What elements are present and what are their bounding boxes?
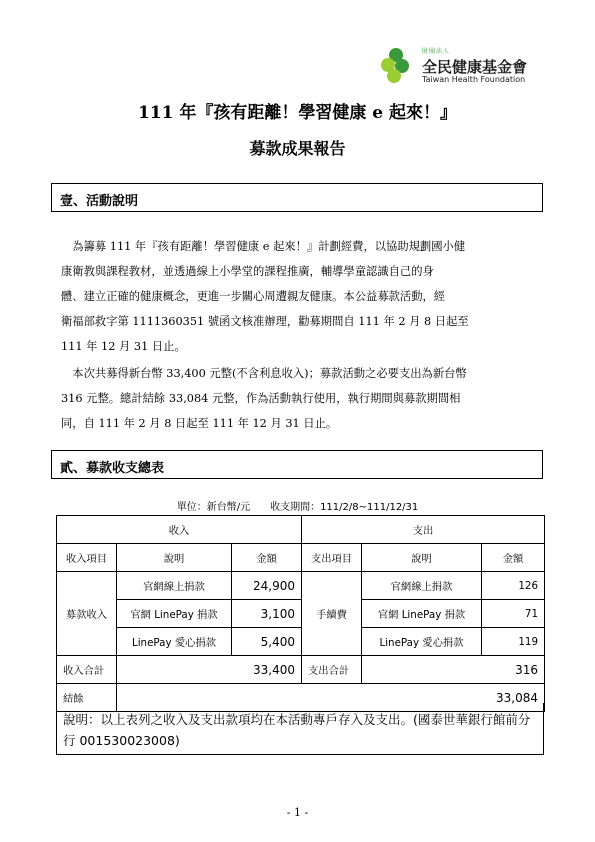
page-subtitle: 募款成果報告	[249, 139, 346, 158]
table-row	[57, 600, 545, 628]
logo-small-text: 財團法人	[422, 48, 451, 55]
expense-amount: 119	[482, 628, 545, 656]
column-header: 金額	[482, 544, 545, 572]
logo-english-name: Taiwan Health Foundation	[422, 75, 526, 84]
income-description: LinePay 愛心捐款	[117, 628, 232, 656]
totals-row	[57, 656, 545, 684]
column-header: 收入項目	[57, 544, 117, 572]
page-number: - 1 -	[286, 806, 309, 819]
income-total-label: 收入合計	[57, 656, 117, 684]
column-header: 說明	[117, 544, 232, 572]
fundraising-summary	[61, 361, 551, 436]
expense-amount: 126	[482, 572, 545, 600]
section-heading-table	[51, 450, 543, 479]
column-header: 金額	[232, 544, 302, 572]
text-line: 康衛教與課程教材，並透過線上小學堂的課程推廣，輔導學童認識自己的身	[61, 265, 434, 278]
section-heading-activity	[51, 183, 543, 212]
column-header: 支出項目	[302, 544, 362, 572]
income-amount: 5,400	[232, 628, 302, 656]
text-line: 衛福部救字第 1111360351 號函文核准辦理，勸募期間自 111 年 2 月 8 日起至	[61, 315, 469, 328]
expense-total: 316	[362, 656, 545, 684]
income-total: 33,400	[117, 656, 302, 684]
income-header: 收入	[57, 516, 302, 544]
income-amount: 3,100	[232, 600, 302, 628]
balance-amount: 33,084	[117, 684, 545, 712]
expense-description: 官網線上捐款	[362, 572, 482, 600]
expense-description: 官網 LinePay 捐款	[362, 600, 482, 628]
clover-logo-icon	[380, 46, 420, 86]
text-line: 本次共募得新台幣 33,400 元整(不含利息收入)；募款活動之必要支出為新台幣	[61, 367, 467, 380]
text-line: 為籌募 111 年『孩有距離！學習健康 e 起來！』計劃經費，以協助規劃國小健	[61, 240, 466, 253]
expense-total-label: 支出合計	[302, 656, 362, 684]
activity-description	[61, 234, 551, 359]
expense-header: 支出	[302, 516, 545, 544]
income-amount: 24,900	[232, 572, 302, 600]
section-heading-text: 壹、活動說明	[60, 194, 139, 209]
table-note: 說明：以上表列之收入及支出款項均在本活動專戶存入及支出。(國泰世華銀行館前分行 001530023008)	[56, 703, 544, 755]
column-header: 說明	[362, 544, 482, 572]
expense-amount: 71	[482, 600, 545, 628]
expense-description: LinePay 愛心捐款	[362, 628, 482, 656]
text-line: 同，自 111 年 2 月 8 日起至 111 年 12 月 31 日止。	[61, 417, 338, 430]
page-title: 111 年『孩有距離！學習健康 e 起來！』	[137, 103, 458, 123]
income-description: 官網線上捐款	[117, 572, 232, 600]
logo-name: 全民健康基金會	[422, 58, 528, 76]
text-line: 316 元整。總計結餘 33,084 元整，作為活動執行使用，執行期間與募款期間相	[61, 392, 461, 405]
balance-label: 結餘	[57, 684, 117, 712]
text-line: 體、建立正確的健康概念，更進一步關心周遭親友健康。本公益募款活動，經	[61, 290, 446, 303]
income-expense-table	[56, 515, 545, 712]
table-info: 單位：新台幣/元 收支期間：111/2/8~111/12/31	[176, 502, 419, 513]
foundation-logo	[380, 46, 540, 86]
income-description: 官網 LinePay 捐款	[117, 600, 232, 628]
expense-category: 手續費	[302, 572, 362, 656]
table-row	[57, 572, 545, 600]
income-category: 募款收入	[57, 572, 117, 656]
table-row	[57, 628, 545, 656]
text-line: 111 年 12 月 31 日止。	[61, 340, 186, 353]
section-heading-text: 貳、募款收支總表	[60, 461, 165, 476]
